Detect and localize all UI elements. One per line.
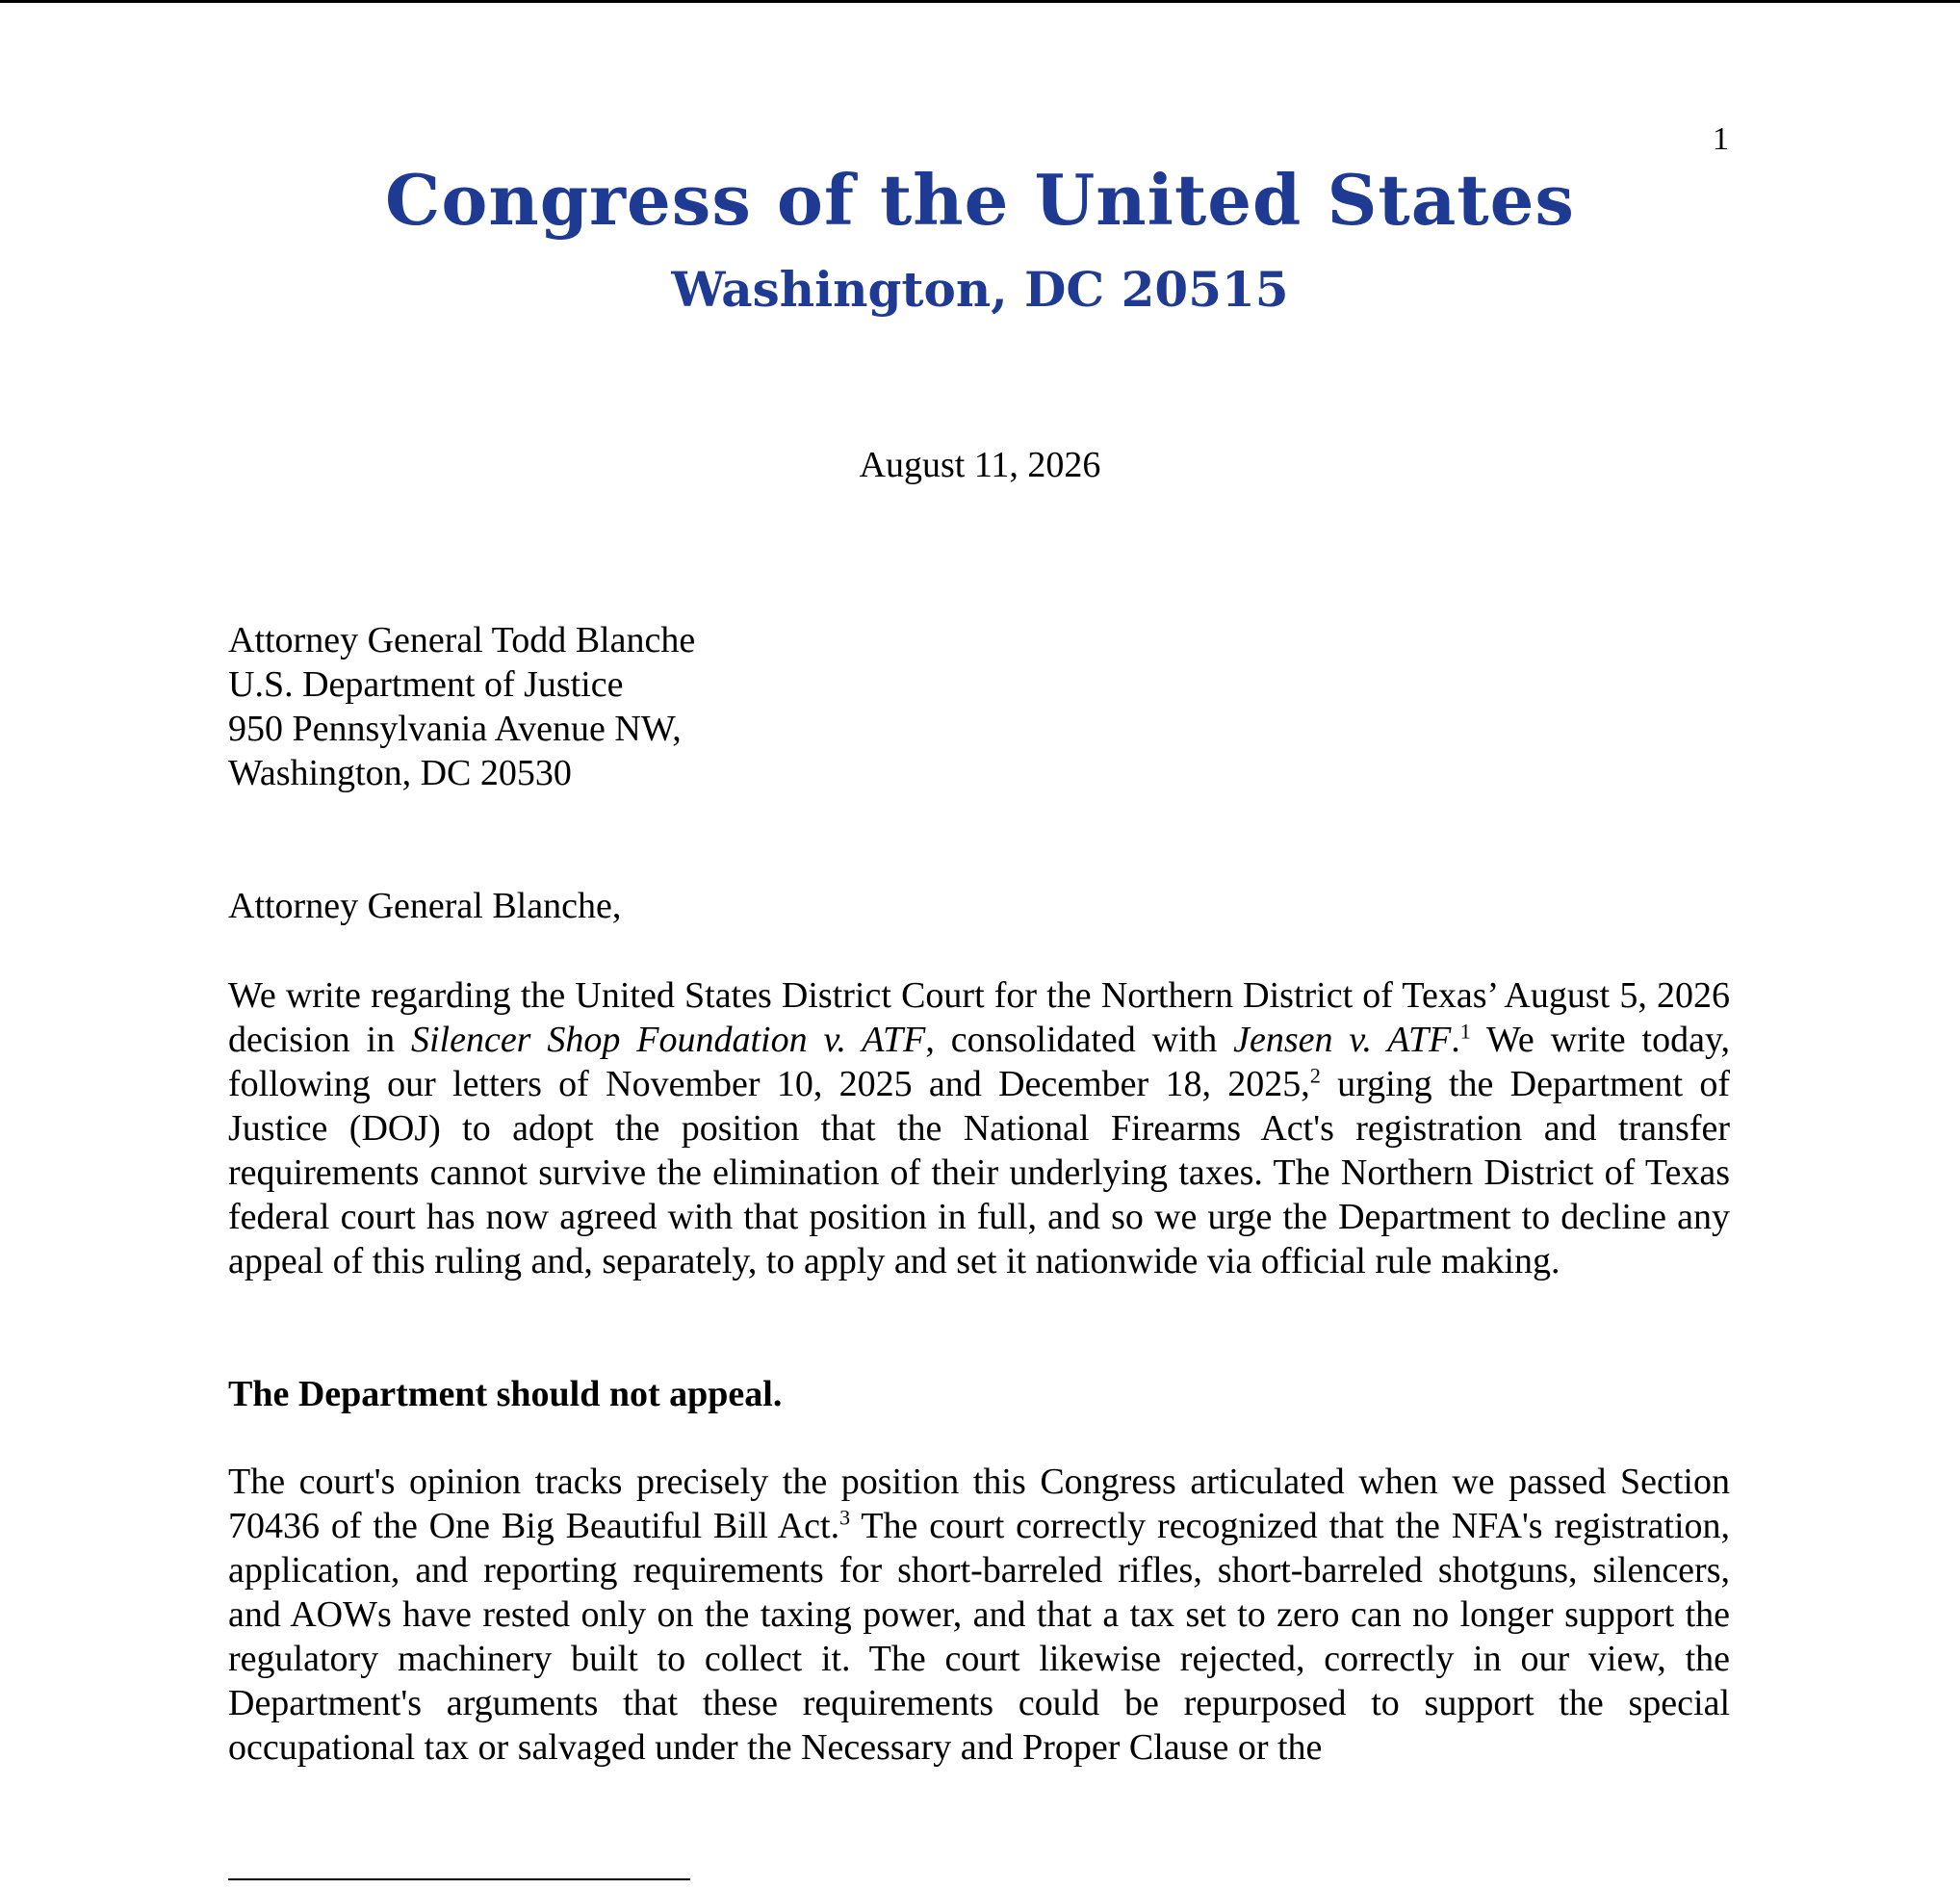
case-citation: Silencer Shop Foundation v. ATF: [410, 1020, 926, 1060]
paragraph-text: The court correctly recognized that the NFA's registration, application, and reporting requirements for short-barreled rifles, short-barreled shotguns, silencers, and AOWs have rested only on the taxing power, and that a tax set to zero can no longer support the regulatory machinery built to collect it. The court likewise rejected, correctly in our view, the Department's arguments that these requirements could be repurposed to support the special occupational tax or salvaged under the Necessary and Proper Clause or the: [228, 1506, 1731, 1768]
body-paragraph: [228, 973, 1730, 1283]
paragraph-text: We write today, following our letters of November 10, 2025 and December 18, 2025,: [228, 1020, 1730, 1104]
letterhead-title: Congress of the United States: [385, 159, 1575, 241]
body-paragraph: [228, 1460, 1730, 1770]
case-citation: Jensen v. ATF: [1233, 1020, 1452, 1060]
top-border-rule: [0, 0, 1960, 3]
letterhead: [0, 152, 1960, 322]
footnote-marker[interactable]: 2: [1309, 1063, 1321, 1088]
footnote-separator: [228, 1878, 690, 1880]
salutation: Attorney General Blanche,: [228, 886, 622, 926]
footnote-marker[interactable]: 1: [1459, 1019, 1471, 1044]
paragraph-text: .: [1451, 1020, 1460, 1060]
address-line: U.S. Department of Justice: [228, 664, 624, 705]
paragraph-text: The court's opinion tracks precisely the position this Congress articulated when we passed Section 70436 of the One Big Beautiful Bill Act.: [228, 1462, 1730, 1546]
section-heading: The Department should not appeal.: [228, 1374, 783, 1414]
footnote-marker[interactable]: 3: [839, 1505, 851, 1530]
paragraph-text: We write regarding the United States District Court for the Northern District of Texas’ August 5, 2026 decision in: [228, 975, 1730, 1060]
letter-date: August 11, 2026: [859, 445, 1101, 485]
address-line: Attorney General Todd Blanche: [228, 620, 696, 660]
paragraph-text: urging the Department of Justice (DOJ) to adopt the position that the National Firearms Act's registration and transfer requirements cannot survive the elimination of their underlying taxes. The Northern District of Texas federal court has now agreed with that position in full, and so we urge the Department to decline any appeal of this ruling and, separately, to apply and set it nationwide via official rule making.: [228, 1064, 1730, 1281]
address-line: Washington, DC 20530: [228, 753, 572, 793]
recipient-address: [228, 618, 1730, 795]
paragraph-text: , consolidated with: [925, 1020, 1234, 1060]
letterhead-subtitle: Washington, DC 20515: [671, 261, 1289, 318]
address-line: 950 Pennsylvania Avenue NW,: [228, 709, 682, 749]
page-number: 1: [1713, 121, 1729, 157]
